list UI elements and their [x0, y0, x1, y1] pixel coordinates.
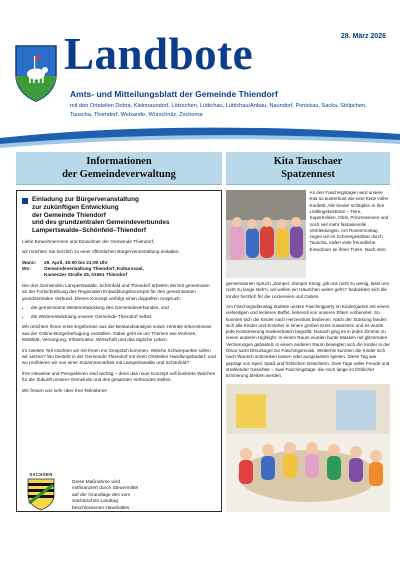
event-details — [22, 260, 216, 279]
party-circle-photo — [226, 384, 390, 512]
left-column — [16, 152, 222, 512]
section-title-line1: Kita Tauschaer — [273, 156, 343, 167]
section-header-right — [226, 152, 390, 185]
concept-bullets — [22, 305, 216, 320]
bullet-square-icon — [22, 198, 28, 204]
right-column — [226, 152, 390, 517]
article-title — [22, 196, 216, 234]
section-header-left — [16, 152, 222, 185]
funding-text: Diese Maßnahme wird mitfinanziert durch Steuermittel auf der Grundlage des vom Sächsischen Landtag beschlossenen Haushaltes. — [72, 480, 139, 511]
where-line2: Kamenzer Straße 25, 01561 Thiendorf — [44, 272, 128, 278]
paragraph-results: Wir möchten Ihnen erste Ergebnisse aus der Bestandsanalyse sowie zentrale Erkenntnisse aus der Online-Bürgerbefragung vorstellen. Dabei geht es um Themen wie Wohnen, Mobilität, Versorgung, Infrastruktur, Wirtschaft und das tägliche Leben. — [22, 324, 212, 343]
section-title-line2: Spatzennest — [281, 168, 335, 180]
funding-notice — [16, 472, 222, 520]
kita-intro-text: An den Faschingstagen wird unsere Kita so kunterbunt wie eine Kiste voller Konfetti: Alle Kinder schlüpfen in ihre Lieblingskostüme – Tiere, Superhelden, Obst, Prinzessinnen und noch viel mehr fantasievolle Verkleidungen. Am Rosenmontag zogen wir im Schneegestöber durch Tauscha, trafen viele freundliche Einwohner an ihren Türen. Nach dem — [309, 190, 389, 252]
invitation-article — [16, 190, 222, 512]
intro: wir möchten Sie herzlich zu einer öffentlichen Bürgerveranstaltung einladen. — [22, 249, 180, 255]
paragraph-perspectives: Ihre Hinweise und Perspektiven sind wichtig – denn das neue Konzept soll konkrete Weichen für die Zukunft unserer Gemeinde und des gesamten Verbundes stellen. — [22, 370, 216, 383]
masthead-title: Landbote — [64, 29, 254, 79]
saxony-label: SACHSEN — [29, 472, 53, 477]
paragraph-dialogue: Im zweiten Teil möchten wir mit Ihnen ins Gespräch kommen. Welche Schwerpunkte sollen wir setzen? Wo besteht in der Gemeinde Thiendorf mit ihren Ortsteilen Handlungsbedarf, und wo profitieren wir von einer Zusammenarbeit mit Lampertswalde und Schönfeld? — [22, 347, 216, 366]
when-label: Wann: — [22, 259, 37, 265]
when-value: 29. April, 19:00 bis 21:00 Uhr — [44, 259, 108, 265]
paragraph-concept: Die drei Gemeinden Lampertswalde, Schönfeld und Thiendorf arbeiten derzeit gemeinsam an der Fortschreibung des Regionalen Entwicklungskonzepts für den gemeinsamen grundzentralen Verbund. Dieses Konzept verfolgt einen doppelten Anspruch: — [22, 282, 210, 301]
section-title-line2: der Gemeindeverwaltung — [62, 168, 176, 180]
masthead-subtitle: Amts- und Mitteilungsblatt der Gemeinde Thiendorf — [70, 89, 278, 99]
masthead-places: mit den Ortsteilen Dobra, Kleinnaundorf, Lötzschen, Lüttichau, Lüttichau/Anbau, Naundorf, Ponickau, Sacka, Stölpchen, Tauscha, Thiendorf, Welxande, Würschnitz, Zschorna — [70, 103, 367, 118]
kita-party-text: Am Faschingsdienstag startete unsere Faschingparty im Kindergarten mit einem vielseitigen und leckeren Buffet, liebevoll von unseren Eltern vorbereitet. So konnten sich die Kinder nach Herzenslust bedienen. Nach der Stärkung fanden sich alle Kinder und Erzieher in einem großen Kreis zusammen und es wurde jede Kostümierung maskierbasch begutlitt. Danach ging es in jedes Zimmer zu einem anderen Highlight: In einem Raum wurden bunte Masken mit glitzernden Verzierungen gebastelt, in einem anderen Raum bewegten sich die Kinder in der Disco samt Discokugel zur Faschingsmusik. Weiterhin konnten die Kinder sich nach Wunsch schminken lassen oder ausgelassen spielen. Diese Tag war geprägt von Spiel, Spaß und fröhlichen Gesichtern. Zwei Tage voller Freude und strahlender Gesichter – zwei Faschingstage, die noch lange im fröhlicher Erinnerung bleiben werden. — [226, 304, 390, 379]
section-title-line1: Informationen — [86, 156, 152, 167]
article-title-line: der Gemeinde Thiendorf — [32, 211, 106, 219]
where-line1: Gemeindeverwaltung Thiendorf, Kulturssaal, — [44, 265, 144, 271]
greeting: Liebe Einwohnerinnen und Einwohner der Gemeinde Thiendorf, — [22, 238, 155, 244]
article-title-line: zur zukünftigen Entwicklung — [32, 203, 119, 211]
where-label: Wo: — [22, 265, 31, 271]
closing-line: Wir freuen uns sehr über Ihre Teilnahme! — [22, 387, 107, 393]
municipal-crest-icon — [14, 44, 58, 102]
masthead-swoosh — [0, 124, 400, 152]
article-title-line: Lampertswalde–Schönfeld–Thiendorf — [32, 226, 146, 234]
children-costume-photo — [226, 190, 306, 278]
masthead — [0, 0, 400, 150]
saxony-crest-icon — [26, 477, 56, 511]
article-title-line: und des grundzentralen Gemeindeverbundes — [32, 219, 170, 227]
article-title-line: Einladung zur Bürgerveranstaltung — [32, 196, 139, 204]
issue-date: 28. März 2026 — [340, 33, 386, 40]
list-item: • die Weiterentwicklung unserer Gemeinde Thiendorf selbst. — [31, 314, 216, 320]
list-item: • die gemeinsame Weiterentwicklung des Gemeindeverbundes, und — [31, 305, 216, 311]
kita-top-section — [226, 190, 390, 278]
kita-zampern-text: gemeinsamen Spruch „Zamper, Zamper König, gib uns nicht zu wenig, lasst uns nicht zu lange steh'n, wir wollen ein Häuschen weiter geh'n" bedankten sich die Kinder herzlich für die Leckereien und Gaben. — [226, 281, 389, 299]
saxony-logo — [16, 472, 66, 520]
